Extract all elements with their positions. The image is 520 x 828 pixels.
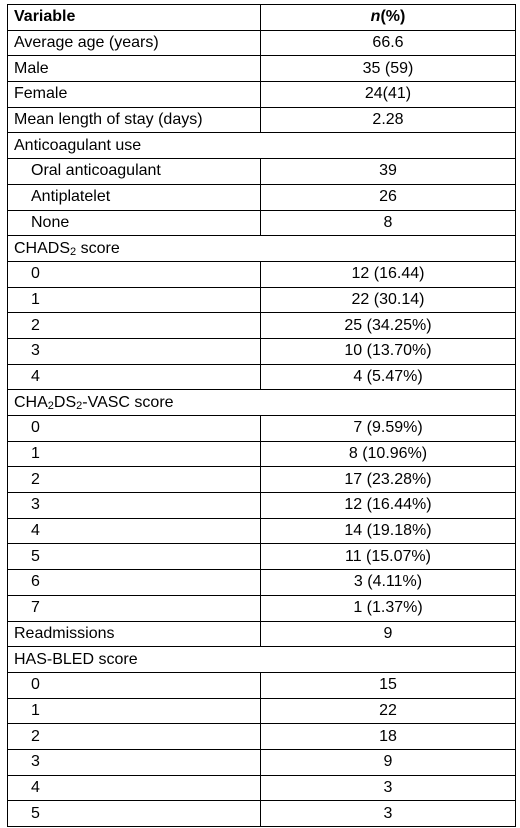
row-label: 3 (8, 493, 261, 519)
table-header-row (8, 5, 516, 31)
table-row (8, 30, 516, 56)
row-value: 14 (19.18%) (261, 518, 516, 544)
row-value: 1 (1.37%) (261, 595, 516, 621)
table-row (8, 441, 516, 467)
row-value: 24(41) (261, 82, 516, 108)
section-title: Anticoagulant use (8, 133, 516, 159)
table-row (8, 467, 516, 493)
row-value: 26 (261, 184, 516, 210)
row-value: 3 (4.11%) (261, 570, 516, 596)
table-row (8, 159, 516, 185)
row-value: 10 (13.70%) (261, 338, 516, 364)
row-label: 5 (8, 801, 261, 827)
row-label: Male (8, 56, 261, 82)
table-row (8, 107, 516, 133)
section-title: HAS-BLED score (8, 647, 516, 673)
row-label: 1 (8, 287, 261, 313)
row-value: 3 (261, 775, 516, 801)
section-row-anticoagulant (8, 133, 516, 159)
row-label: 5 (8, 544, 261, 570)
row-label: None (8, 210, 261, 236)
table-row (8, 364, 516, 390)
section-row-has-bled (8, 647, 516, 673)
table-row (8, 724, 516, 750)
row-label: Oral anticoagulant (8, 159, 261, 185)
row-label: 4 (8, 775, 261, 801)
table-row (8, 544, 516, 570)
row-value: 22 (30.14) (261, 287, 516, 313)
header-variable: Variable (8, 5, 261, 31)
row-value: 11 (15.07%) (261, 544, 516, 570)
table-row (8, 749, 516, 775)
row-value: 9 (261, 749, 516, 775)
title-subscript: 2 (47, 399, 54, 412)
row-label: 2 (8, 467, 261, 493)
title-subscript: 2 (70, 245, 77, 258)
row-label: Antiplatelet (8, 184, 261, 210)
table-row (8, 570, 516, 596)
section-row-cha2ds2-vasc (8, 390, 516, 416)
row-label: 1 (8, 441, 261, 467)
table-row (8, 595, 516, 621)
table-row (8, 56, 516, 82)
table-row (8, 493, 516, 519)
row-value: 25 (34.25%) (261, 313, 516, 339)
section-title (8, 236, 516, 262)
table-row-readmissions (8, 621, 516, 647)
section-row-chads2 (8, 236, 516, 262)
table-row (8, 287, 516, 313)
row-value: 3 (261, 801, 516, 827)
row-label: 3 (8, 338, 261, 364)
row-label: 7 (8, 595, 261, 621)
row-label: Mean length of stay (days) (8, 107, 261, 133)
row-label: 6 (8, 570, 261, 596)
row-value: 18 (261, 724, 516, 750)
table-row (8, 210, 516, 236)
row-value: 12 (16.44%) (261, 493, 516, 519)
row-label: Readmissions (8, 621, 261, 647)
row-label: 0 (8, 261, 261, 287)
row-label: 0 (8, 672, 261, 698)
title-subscript: 2 (76, 399, 83, 412)
title-part: DS (53, 393, 77, 411)
row-label: 2 (8, 313, 261, 339)
header-n-percent (261, 5, 516, 31)
row-value: 2.28 (261, 107, 516, 133)
table-row (8, 338, 516, 364)
title-part: CHA (14, 393, 48, 411)
title-part: CHADS (14, 239, 71, 257)
row-label: 4 (8, 518, 261, 544)
title-part: -VASC score (82, 393, 174, 411)
row-label: 2 (8, 724, 261, 750)
row-value: 39 (261, 159, 516, 185)
row-value: 17 (23.28%) (261, 467, 516, 493)
row-label: 1 (8, 698, 261, 724)
row-value: 7 (9.59%) (261, 416, 516, 442)
row-value: 35 (59) (261, 56, 516, 82)
row-value: 8 (261, 210, 516, 236)
header-n: n (370, 8, 381, 26)
row-label: Female (8, 82, 261, 108)
row-value: 9 (261, 621, 516, 647)
table-row (8, 672, 516, 698)
row-label: 0 (8, 416, 261, 442)
table-row (8, 82, 516, 108)
table-row (8, 261, 516, 287)
row-value: 4 (5.47%) (261, 364, 516, 390)
section-title (8, 390, 516, 416)
title-part: score (76, 239, 120, 257)
row-value: 8 (10.96%) (261, 441, 516, 467)
row-label: 4 (8, 364, 261, 390)
table-row (8, 775, 516, 801)
table-row (8, 801, 516, 827)
row-value: 15 (261, 672, 516, 698)
table-row (8, 313, 516, 339)
patient-characteristics-table (7, 4, 516, 827)
row-label: 3 (8, 749, 261, 775)
table-row (8, 518, 516, 544)
row-value: 66.6 (261, 30, 516, 56)
row-label: Average age (years) (8, 30, 261, 56)
header-percent: (%) (380, 8, 406, 26)
row-value: 12 (16.44) (261, 261, 516, 287)
table-row (8, 698, 516, 724)
row-value: 22 (261, 698, 516, 724)
table-row (8, 184, 516, 210)
table-row (8, 416, 516, 442)
